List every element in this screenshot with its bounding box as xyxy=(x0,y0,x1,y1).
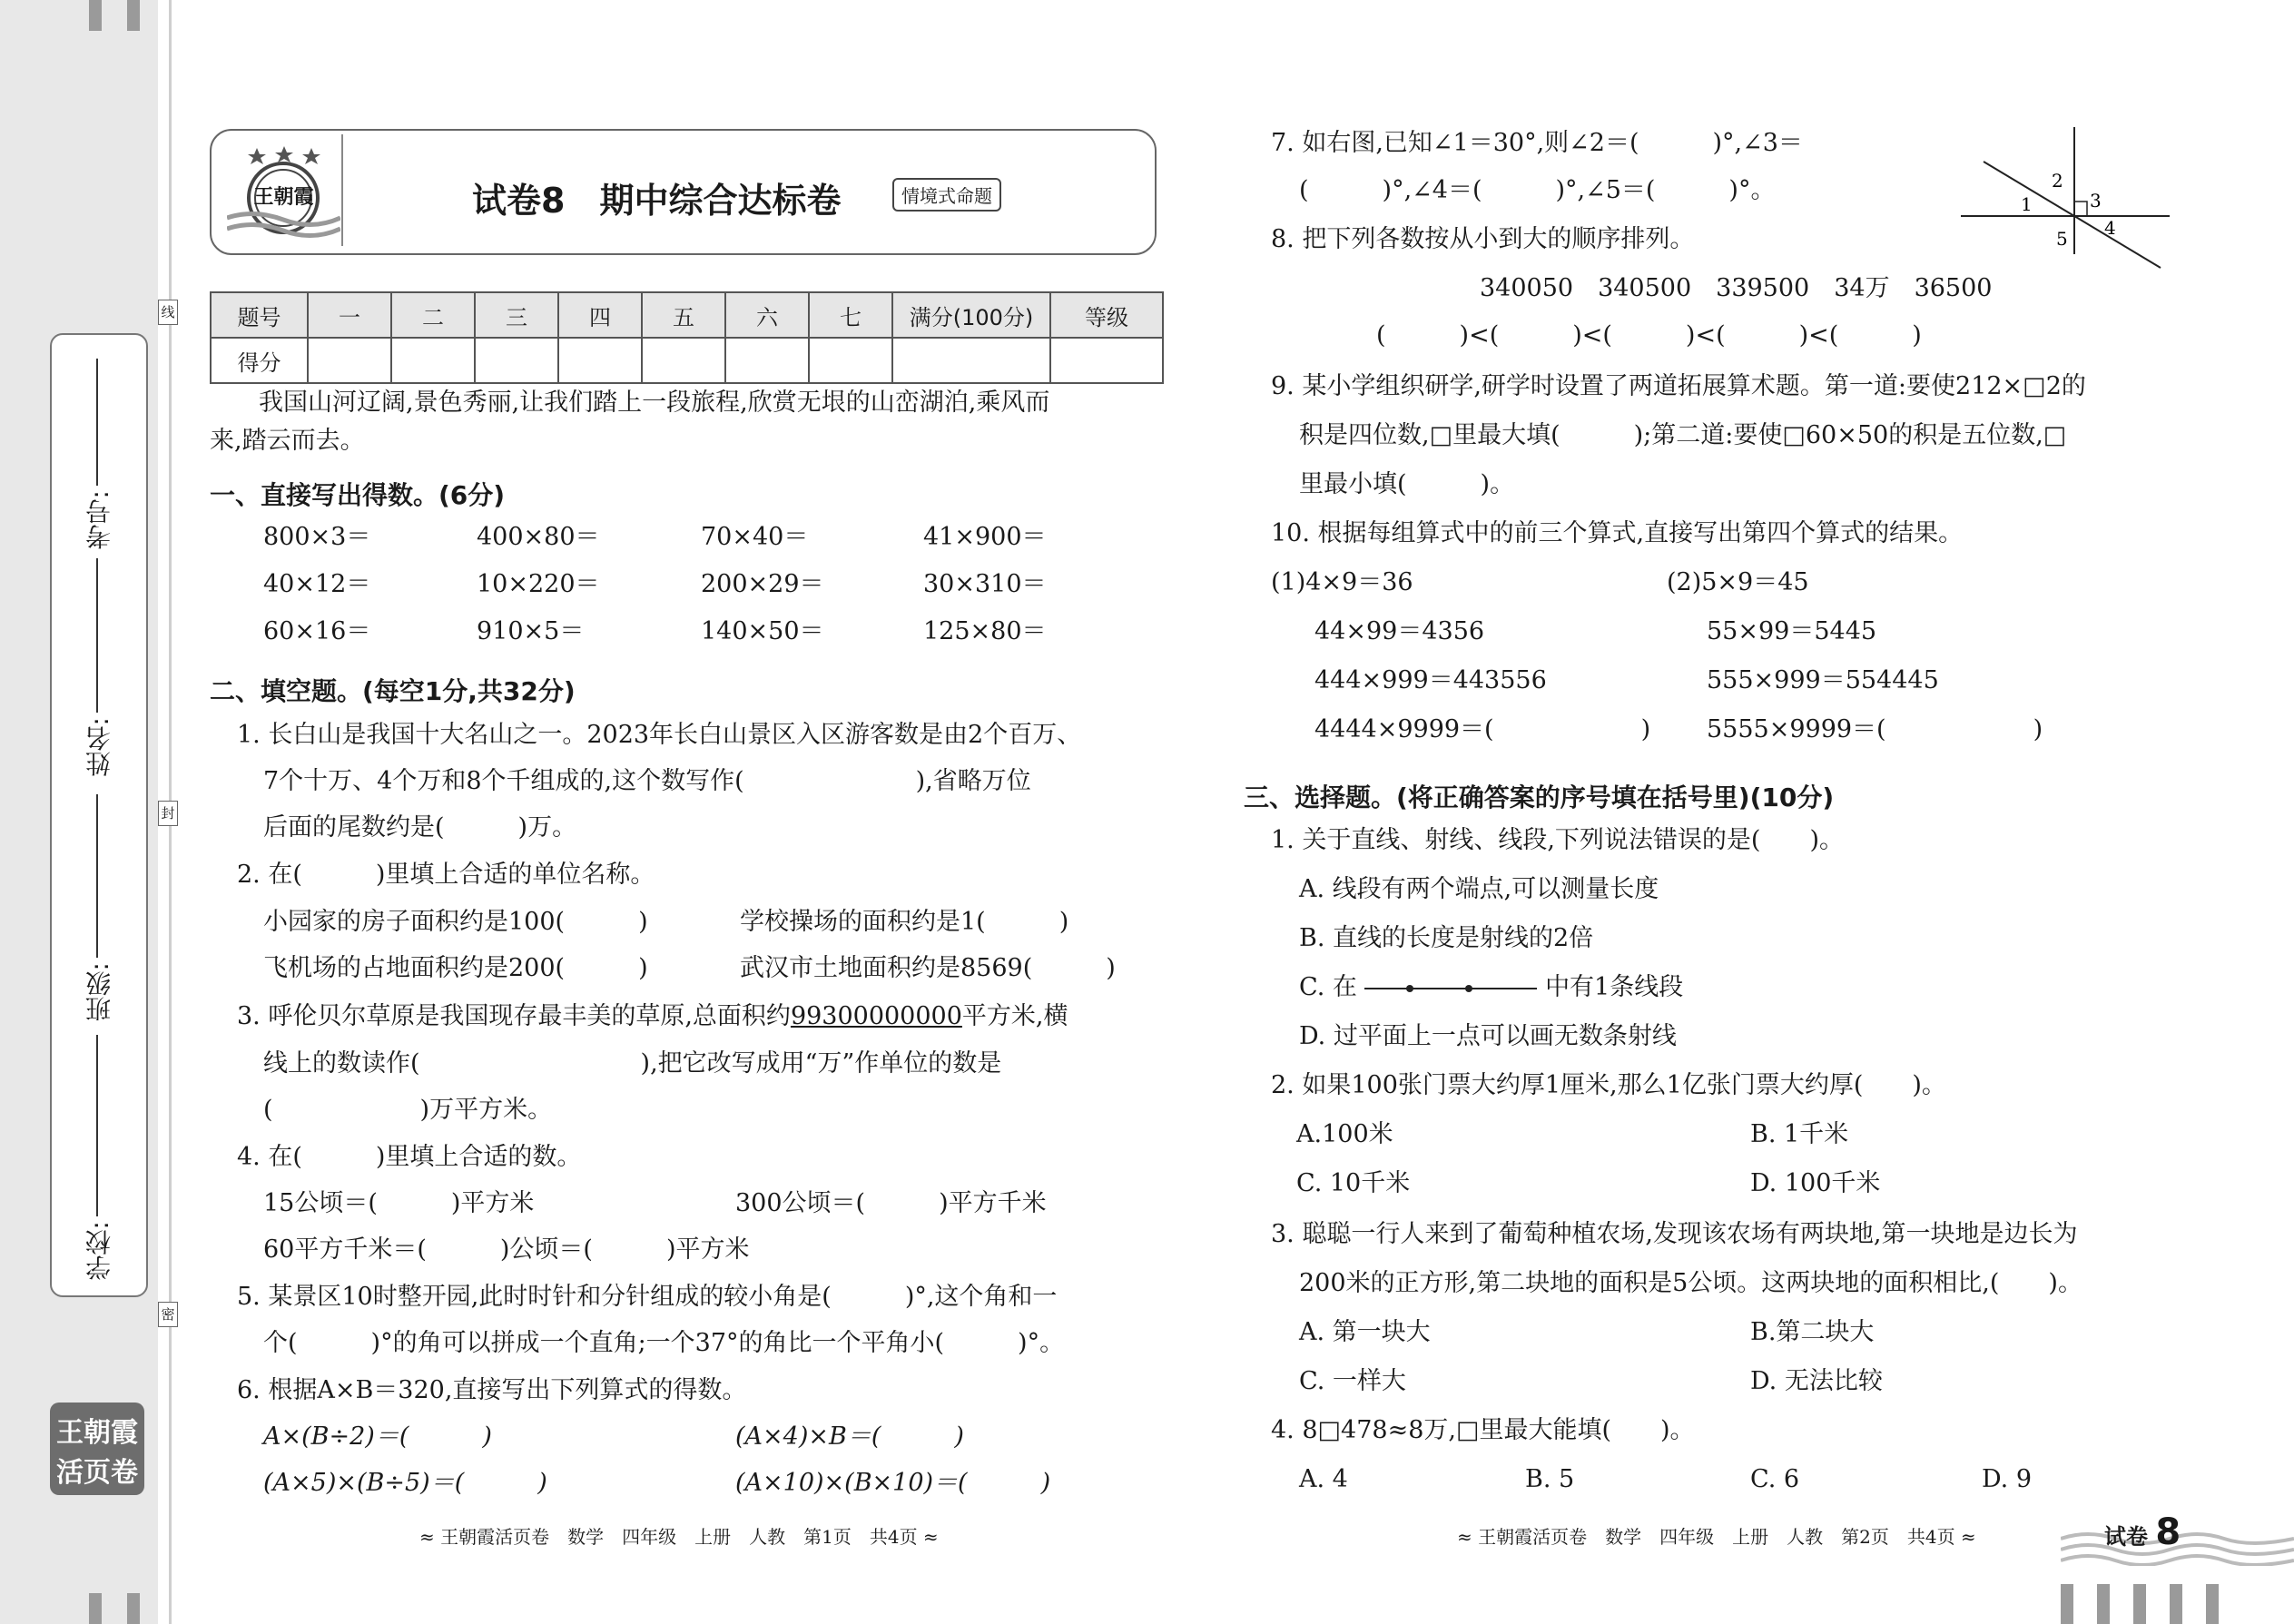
option: B. 1千米 xyxy=(1750,1120,1849,1148)
calc-item: 41×900＝ xyxy=(923,523,1047,551)
question-text: 60平方千米＝( )公顷＝( )平方米 xyxy=(263,1235,750,1264)
score-cell[interactable] xyxy=(475,338,558,383)
q3-part: 平方米,横 xyxy=(961,1002,1068,1030)
question-text: 5555×9999＝( ) xyxy=(1707,715,2043,743)
calc-item: 800×3＝ xyxy=(263,523,371,551)
option: D. 过平面上一点可以画无数条射线 xyxy=(1299,1022,1677,1050)
section-3-title: 三、选择题。(将正确答案的序号填在括号里)(10分) xyxy=(1244,782,1835,812)
seal-secret-char: 密 xyxy=(158,1302,178,1327)
question-text: 里最小填( )。 xyxy=(1299,470,1515,498)
footer-right: ≈ 王朝霞活页卷 数学 四年级 上册 人教 第2页 共4页 ≈ xyxy=(1457,1526,1976,1548)
question-text: 飞机场的占地面积约是200( ) xyxy=(263,954,648,982)
deco-bar xyxy=(2206,1584,2219,1624)
badge-number: 8 xyxy=(2155,1511,2181,1553)
score-header-cell: 满分(100分) xyxy=(892,292,1050,338)
angle-label-3: 3 xyxy=(2090,190,2102,212)
class-label: 班级: xyxy=(84,962,114,1022)
question-text: 6. 根据A×B＝320,直接写出下列算式的得数。 xyxy=(237,1376,747,1404)
score-table xyxy=(210,291,1164,384)
question-text: 2. 如果100张门票大约厚1厘米,那么1亿张门票大约厚( )。 xyxy=(1271,1071,1946,1099)
deco-bar xyxy=(2061,1584,2073,1624)
section-1-title: 一、直接写出得数。(6分) xyxy=(210,480,506,510)
calc-item: 10×220＝ xyxy=(477,570,600,598)
segment-figure xyxy=(1364,979,1537,998)
score-header-cell: 等级 xyxy=(1050,292,1163,338)
calc-item: 140×50＝ xyxy=(701,617,824,645)
angle-label-1: 1 xyxy=(2021,193,2033,215)
option: D. 无法比较 xyxy=(1750,1367,1883,1395)
question-text: 1. 关于直线、射线、线段,下列说法错误的是( )。 xyxy=(1271,826,1844,854)
score-cell[interactable] xyxy=(1050,338,1163,383)
question-text: 340050 340500 339500 34万 36500 xyxy=(1480,274,1993,302)
score-cell[interactable] xyxy=(725,338,809,383)
context-tag-badge: 情境式命题 xyxy=(892,178,1001,212)
brand-line2: 活页卷 xyxy=(56,1457,138,1489)
question-text: 后面的尾数约是( )万。 xyxy=(263,813,577,842)
deco-bar xyxy=(127,0,140,31)
score-cell[interactable] xyxy=(642,338,725,383)
calc-item: 60×16＝ xyxy=(263,617,371,645)
question-text: 学校操场的面积约是1( ) xyxy=(740,908,1069,936)
option: C. 一样大 xyxy=(1299,1367,1406,1395)
section-2-title: 二、填空题。(每空1分,共32分) xyxy=(210,676,576,706)
school-field[interactable] xyxy=(96,1035,98,1216)
angle-figure xyxy=(1961,127,2170,272)
score-header-cell: 一 xyxy=(308,292,391,338)
deco-bar xyxy=(127,1593,140,1624)
question-text: (2)5×9＝45 xyxy=(1667,568,1809,596)
score-header-cell: 六 xyxy=(725,292,809,338)
question-text: 8. 把下列各数按从小到大的顺序排列。 xyxy=(1271,225,1695,253)
question-text: A×(B÷2)＝( ) xyxy=(263,1422,492,1451)
exam-number-field[interactable] xyxy=(96,359,98,486)
question-text: 4444×9999＝( ) xyxy=(1314,715,1651,743)
banner-divider xyxy=(341,134,343,246)
angle-label-2: 2 xyxy=(2052,170,2063,192)
brand-badge xyxy=(50,1403,144,1495)
score-header-cell: 四 xyxy=(558,292,642,338)
question-text: 小园家的房子面积约是100( ) xyxy=(263,908,648,936)
deco-bar xyxy=(89,0,102,31)
name-label: 姓名: xyxy=(84,717,114,777)
score-header-cell: 七 xyxy=(809,292,892,338)
calc-item: 40×12＝ xyxy=(263,570,371,598)
score-cell[interactable] xyxy=(558,338,642,383)
question-text: 300公顷＝( )平方千米 xyxy=(735,1189,1047,1217)
question-text: ( )万平方米。 xyxy=(263,1096,553,1124)
exam-number-label: 考号: xyxy=(84,490,114,550)
option: D. 100千米 xyxy=(1750,1169,1881,1197)
question-text: ( )<( )<( )<( )<( ) xyxy=(1376,321,1922,349)
student-info-box xyxy=(50,333,148,1297)
option: D. 9 xyxy=(1982,1465,2033,1493)
option xyxy=(1299,973,1683,1002)
calc-item: 200×29＝ xyxy=(701,570,824,598)
calc-item: 400×80＝ xyxy=(477,523,600,551)
option: A. 4 xyxy=(1299,1465,1348,1493)
option: B.第二块大 xyxy=(1750,1318,1875,1346)
question-text: 武汉市土地面积约是8569( ) xyxy=(740,954,1116,982)
score-header-cell: 题号 xyxy=(211,292,308,338)
calc-item: 125×80＝ xyxy=(923,617,1047,645)
score-header-cell: 二 xyxy=(391,292,475,338)
score-cell[interactable] xyxy=(308,338,391,383)
option: C. 10千米 xyxy=(1296,1169,1411,1197)
question-text: 555×999＝554445 xyxy=(1707,666,1939,694)
class-field[interactable] xyxy=(96,794,98,958)
q3-number: 99300000000 xyxy=(790,1002,962,1030)
question-text: 44×99＝4356 xyxy=(1314,617,1485,645)
question-text: (A×5)×(B÷5)＝( ) xyxy=(263,1469,547,1497)
calc-item: 70×40＝ xyxy=(701,523,809,551)
intro-text: 来,踏云而去。 xyxy=(210,427,365,455)
seal-seal-char: 封 xyxy=(158,801,178,826)
brand-line1: 王朝霞 xyxy=(56,1417,138,1449)
seal-line-char: 线 xyxy=(158,300,178,325)
score-cell[interactable] xyxy=(809,338,892,383)
question-text: 线上的数读作( ),把它改写成用“万”作单位的数是 xyxy=(263,1049,1002,1078)
option: B. 5 xyxy=(1525,1465,1575,1493)
question-text: 444×999＝443556 xyxy=(1314,666,1547,694)
question-text xyxy=(237,1002,1068,1031)
question-text: 4. 在( )里填上合适的数。 xyxy=(237,1143,582,1171)
deco-bar xyxy=(2170,1584,2182,1624)
score-cell[interactable] xyxy=(391,338,475,383)
question-text: (A×4)×B＝( ) xyxy=(735,1422,964,1451)
paper-number-badge xyxy=(2104,1511,2181,1553)
calc-item: 910×5＝ xyxy=(477,617,585,645)
option-c-prefix: C. 在 xyxy=(1299,973,1357,1001)
question-text: 个( )°的角可以拼成一个直角;一个37°的角比一个平角小( )°。 xyxy=(263,1329,1065,1357)
question-text: 积是四位数,□里最大填( );第二道:要使□60×50的积是五位数,□ xyxy=(1299,421,2067,449)
question-text: 200米的正方形,第二块地的面积是5公顷。这两块地的面积相比,( )。 xyxy=(1299,1269,2082,1297)
option-c-suffix: 中有1条线段 xyxy=(1545,973,1684,1001)
question-text: 15公顷＝( )平方米 xyxy=(263,1189,535,1217)
option: B. 直线的长度是射线的2倍 xyxy=(1299,924,1594,952)
question-text: 7. 如右图,已知∠1＝30°,则∠2＝( )°,∠3＝ xyxy=(1271,129,1803,157)
question-text: 3. 聪聪一行人来到了葡萄种植农场,发现该农场有两块地,第一块地是边长为 xyxy=(1271,1220,2078,1248)
angle-label-5: 5 xyxy=(2056,228,2068,250)
deco-bar xyxy=(89,1593,102,1624)
q3-part: 3. 呼伦贝尔草原是我国现存最丰美的草原,总面积约 xyxy=(237,1002,791,1030)
page-title: 试卷8 期中综合达标卷 xyxy=(472,181,842,221)
option: C. 6 xyxy=(1750,1465,1800,1493)
question-text: 4. 8□478≈8万,□里最大能填( )。 xyxy=(1271,1416,1695,1444)
intro-text: 我国山河辽阔,景色秀丽,让我们踏上一段旅程,欣赏无垠的山峦湖泊,乘风而 xyxy=(259,389,1050,417)
option: A. 第一块大 xyxy=(1299,1318,1431,1346)
score-cell[interactable] xyxy=(892,338,1050,383)
logo-text: 王朝霞 xyxy=(253,186,314,209)
question-text: 10. 根据每组算式中的前三个算式,直接写出第四个算式的结果。 xyxy=(1271,519,1964,547)
question-text: 1. 长白山是我国十大名山之一。2023年长白山景区入区游客数是由2个百万、 xyxy=(237,721,1082,749)
badge-label: 试卷 xyxy=(2104,1524,2148,1550)
question-text: (1)4×9＝36 xyxy=(1271,568,1413,596)
angle-label-4: 4 xyxy=(2104,217,2116,239)
question-text: ( )°,∠4＝( )°,∠5＝( )°。 xyxy=(1299,176,1776,204)
score-row-label: 得分 xyxy=(211,338,308,383)
question-text: (A×10)×(B×10)＝( ) xyxy=(735,1469,1051,1497)
question-text: 55×99＝5445 xyxy=(1707,617,1877,645)
footer-left: ≈ 王朝霞活页卷 数学 四年级 上册 人教 第1页 共4页 ≈ xyxy=(419,1526,939,1548)
school-label: 学校: xyxy=(84,1221,114,1281)
option: A.100米 xyxy=(1296,1120,1393,1148)
score-header-cell: 五 xyxy=(642,292,725,338)
score-header-cell: 三 xyxy=(475,292,558,338)
deco-bar xyxy=(2133,1584,2146,1624)
option: A. 线段有两个端点,可以测量长度 xyxy=(1299,875,1659,903)
name-field[interactable] xyxy=(96,558,98,713)
calc-item: 30×310＝ xyxy=(923,570,1047,598)
question-text: 9. 某小学组织研学,研学时设置了两道拓展算术题。第一道:要使212×□2的 xyxy=(1271,372,2086,400)
question-text: 5. 某景区10时整开园,此时时针和分针组成的较小角是( )°,这个角和一 xyxy=(237,1283,1058,1311)
question-text: 2. 在( )里填上合适的单位名称。 xyxy=(237,861,655,889)
deco-bar xyxy=(2097,1584,2110,1624)
question-text: 7个十万、4个万和8个千组成的,这个数写作( ),省略万位 xyxy=(263,767,1031,795)
